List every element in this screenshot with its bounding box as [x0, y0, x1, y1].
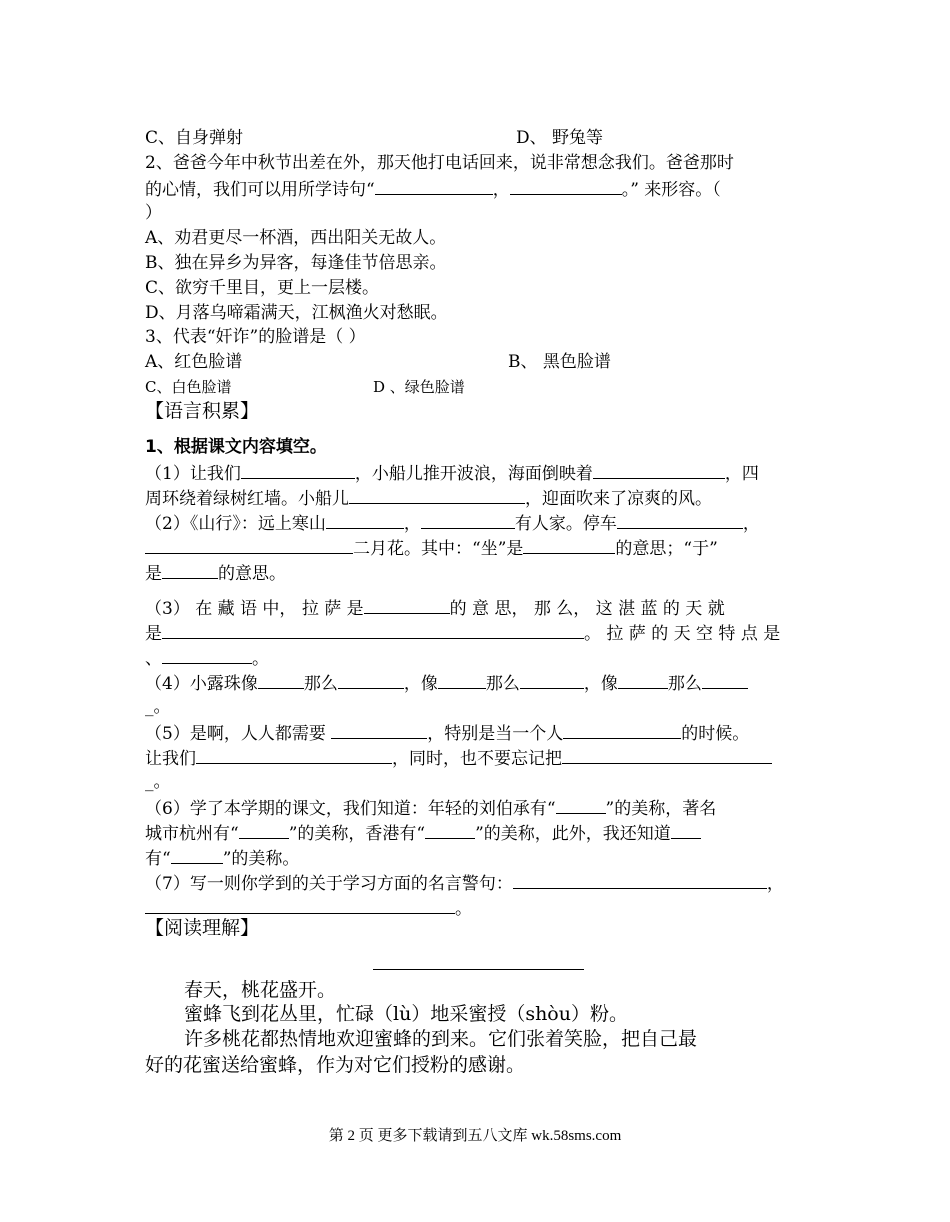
q3-option-c: C、白色脸谱	[145, 378, 232, 396]
fill-item-5-line-2: 让我们 ，同时，也不要忘记把	[145, 746, 772, 770]
q2-line-2: 的心情，我们可以用所学诗句“ ， 。” 来形容。（	[145, 177, 721, 201]
page-footer: 第 2 页 更多下载请到五八文库 wk.58sms.com	[328, 1128, 622, 1144]
fill-item-6-line-1: （6）学了本学期的课文，我们知道：年轻的刘伯承有“ ”的美称，著名	[145, 796, 716, 820]
fill-item-4-line-1: （4）小露珠像 那么 ，像 那么 ，像 那么	[145, 671, 748, 695]
q3-option-a: A、红色脸谱	[145, 352, 243, 372]
fill-item-7-line-2: 。	[145, 896, 472, 920]
section-title-language: 【语言积累】	[145, 400, 260, 422]
q1-option-c: C、自身弹射	[145, 128, 244, 148]
fill-item-5-line-1: （5）是啊，人人都需要 ，特别是当一个人 的时候。	[145, 721, 749, 745]
q1-option-d: D、 野兔等	[516, 128, 604, 148]
fill-heading: 1、根据课文内容填空。	[145, 437, 327, 457]
fill-item-2-line-3: 是 的意思。	[145, 561, 286, 585]
fill-item-6-line-3: 有“ ”的美称。	[145, 846, 299, 870]
q3-option-d: D 、绿色脸谱	[373, 378, 465, 396]
fill-item-4-line-2: _。	[145, 697, 171, 717]
fill-item-7-line-1: （7）写一则你学到的关于学习方面的名言警句： ，	[145, 871, 784, 895]
reading-line-1: 春天，桃花盛开。	[184, 979, 337, 1001]
fill-item-1-line-2: 周环绕着绿树红墙。小船儿 ，迎面吹来了凉爽的风。	[145, 486, 712, 510]
fill-item-2-line-1: （2）《山行》：远上寒山 ， 有人家。停车 ，	[145, 511, 760, 535]
q2-line-1: 2、爸爸今年中秋节出差在外，那天他打电话回来，说非常想念我们。爸爸那时	[145, 153, 734, 173]
reading-title-blank	[373, 969, 584, 970]
reading-line-4: 好的花蜜送给蜜蜂，作为对它们授粉的感谢。	[145, 1054, 526, 1076]
fill-item-2-line-2: 二月花。其中：“坐”是 的意思；“于”	[145, 536, 718, 560]
section-title-reading: 【阅读理解】	[145, 917, 260, 939]
q2-line-3: ）	[145, 203, 162, 223]
fill-item-3-line-2: 是 。 拉 萨 的 天 空 特 点 是	[145, 621, 780, 645]
q2-option-d: D、月落乌啼霜满天，江枫渔火对愁眠。	[145, 303, 448, 323]
reading-line-2: 蜜蜂飞到花丛里，忙碌（lù）地采蜜授（shòu）粉。	[184, 1003, 628, 1025]
q3-option-b: B、 黑色脸谱	[508, 352, 611, 372]
q2-option-a: A、劝君更尽一杯酒，西出阳关无故人。	[145, 228, 447, 248]
fill-item-1-line-1: （1）让我们 ，小船儿推开波浪，海面倒映着 ，四	[145, 461, 759, 485]
q3-question: 3、代表“奸诈”的脸谱是（ ）	[145, 327, 366, 347]
q2-option-c: C、欲穷千里目，更上一层楼。	[145, 278, 380, 298]
fill-item-5-line-3: _。	[145, 772, 171, 792]
q2-option-b: B、独在异乡为异客，每逢佳节倍思亲。	[145, 253, 447, 273]
fill-item-3-line-1: （3） 在 藏 语 中， 拉 萨 是 的 意 思， 那 么， 这 湛 蓝 的 天 就	[145, 596, 725, 620]
fill-item-3-line-3: 、 。	[145, 646, 269, 670]
reading-line-3: 许多桃花都热情地欢迎蜜蜂的到来。它们张着笑脸，把自己最	[184, 1028, 698, 1050]
fill-item-6-line-2: 城市杭州有“ ”的美称，香港有“ ”的美称，此外，我还知道	[145, 821, 701, 845]
